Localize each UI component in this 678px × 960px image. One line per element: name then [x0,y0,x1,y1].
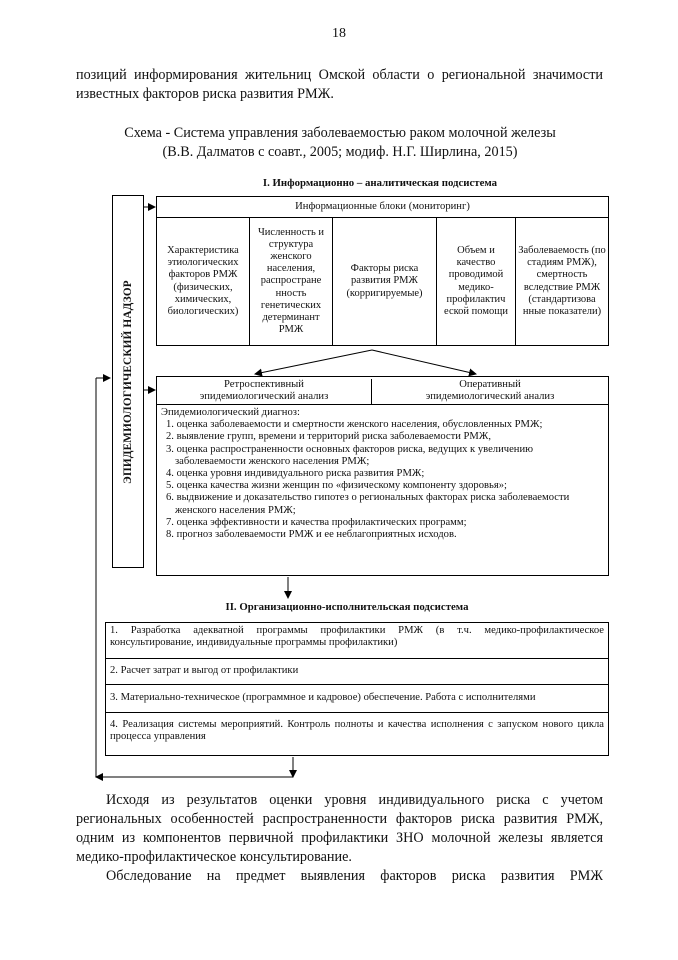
diagnosis-item: 8. прогноз заболеваемости РМЖ и ее неблагоприятных исходов. [166,529,457,541]
feedback-loop-line [96,378,293,777]
surveillance-label: ЭПИДЕМИОЛОГИЧЕСКИЙ НАДЗОР [122,279,134,484]
body-paragraph-2: Обследование на предмет выявления факторов риска развития РМЖ [106,868,603,884]
info-blocks-title: Информационные блоки (мониторинг) [157,197,608,218]
arrow-to-operative [372,350,476,374]
diagnosis-item: 4. оценка уровня индивидуального риска развития РМЖ; [166,468,425,480]
diagnosis-item: 5. оценка качества жизни женщин по «физическому компоненту здоровья»; [166,480,507,492]
retrospective-line2: эпидемиологический анализ [199,391,329,403]
section2-item: 1. Разработка адекватной программы профилактики РМЖ (в т.ч. медико-профилактическое консультирование, индивидуальные программы профилактики) [106,623,608,659]
section2-title: II. Организационно-исполнительская подсистема [225,601,469,613]
page-number: 18 [332,26,346,41]
scheme-caption-line2: (В.В. Далматов с соавт., 2005; модиф. Н.Г. Ширлина, 2015) [162,144,518,160]
info-block-population: Численность и структура женского населения, распростране нность генетических детерминант РМЖ [250,218,333,345]
diagnosis-item: 1. оценка заболеваемости и смертности женского населения, обусловленных РМЖ; [166,419,543,431]
section2-item: 3. Материально-техническое (программное и кадровое) обеспечение. Работа с исполнителями [106,685,608,713]
diagnosis-item: 2. выявление групп, времени и территорий риска заболеваемости РМЖ, [166,431,491,443]
diagnosis-item: 7. оценка эффективности и качества профилактических программ; [166,516,467,528]
intro-paragraph: позиций информирования жительниц Омской области о региональной значимости известных факторов риска развития РМЖ. [76,67,603,102]
info-block-etiology: Характеристика этиологических факторов РМЖ (физических, химических, биологических) [157,218,250,345]
info-block-risk-factors: Факторы риска развития РМЖ (корригируемые) [333,218,437,345]
section2-item: 2. Расчет затрат и выгод от профилактики [106,659,608,685]
body-paragraph-1: Исходя из результатов оценки уровня индивидуального риска с учетом региональных особенностей распространенности факторов риска развития РМЖ, одним из компонентов первичной профилактики ЗНО молочной железы является медико-профилактическое консультирование. [76,792,603,865]
info-block-prevention-volume: Объем и качество проводимой медико-профилактич еской помощи [437,218,516,345]
diagnosis-title: Эпидемиологический диагноз: [161,407,300,418]
section2-item: 4. Реализация системы мероприятий. Контроль полноты и качества исполнения с запуском нового цикла процесса управления [110,719,604,743]
operative-line2: эпидемиологический анализ [425,391,555,403]
scheme-caption-line1: Схема - Система управления заболеваемостью раком молочной железы [124,125,556,141]
arrow-to-retrospective [255,350,372,374]
diagnosis-item: 3. оценка распространенности основных факторов риска, ведущих к увеличению заболеваемости женского населения РМЖ; [166,443,534,467]
diagnosis-item: 6. выдвижение и доказательство гипотез о региональных факторах риска заболеваемости женского населения РМЖ; [166,492,570,516]
retrospective-line1: Ретроспективный [224,379,304,390]
section1-title: I. Информационно – аналитическая подсистема [262,177,498,189]
operative-line1: Оперативный [459,379,521,390]
info-block-morbidity: Заболеваемость (по стадиям РМЖ), смертность вследствие РМЖ (стандартизова нные показатели) [518,244,606,317]
